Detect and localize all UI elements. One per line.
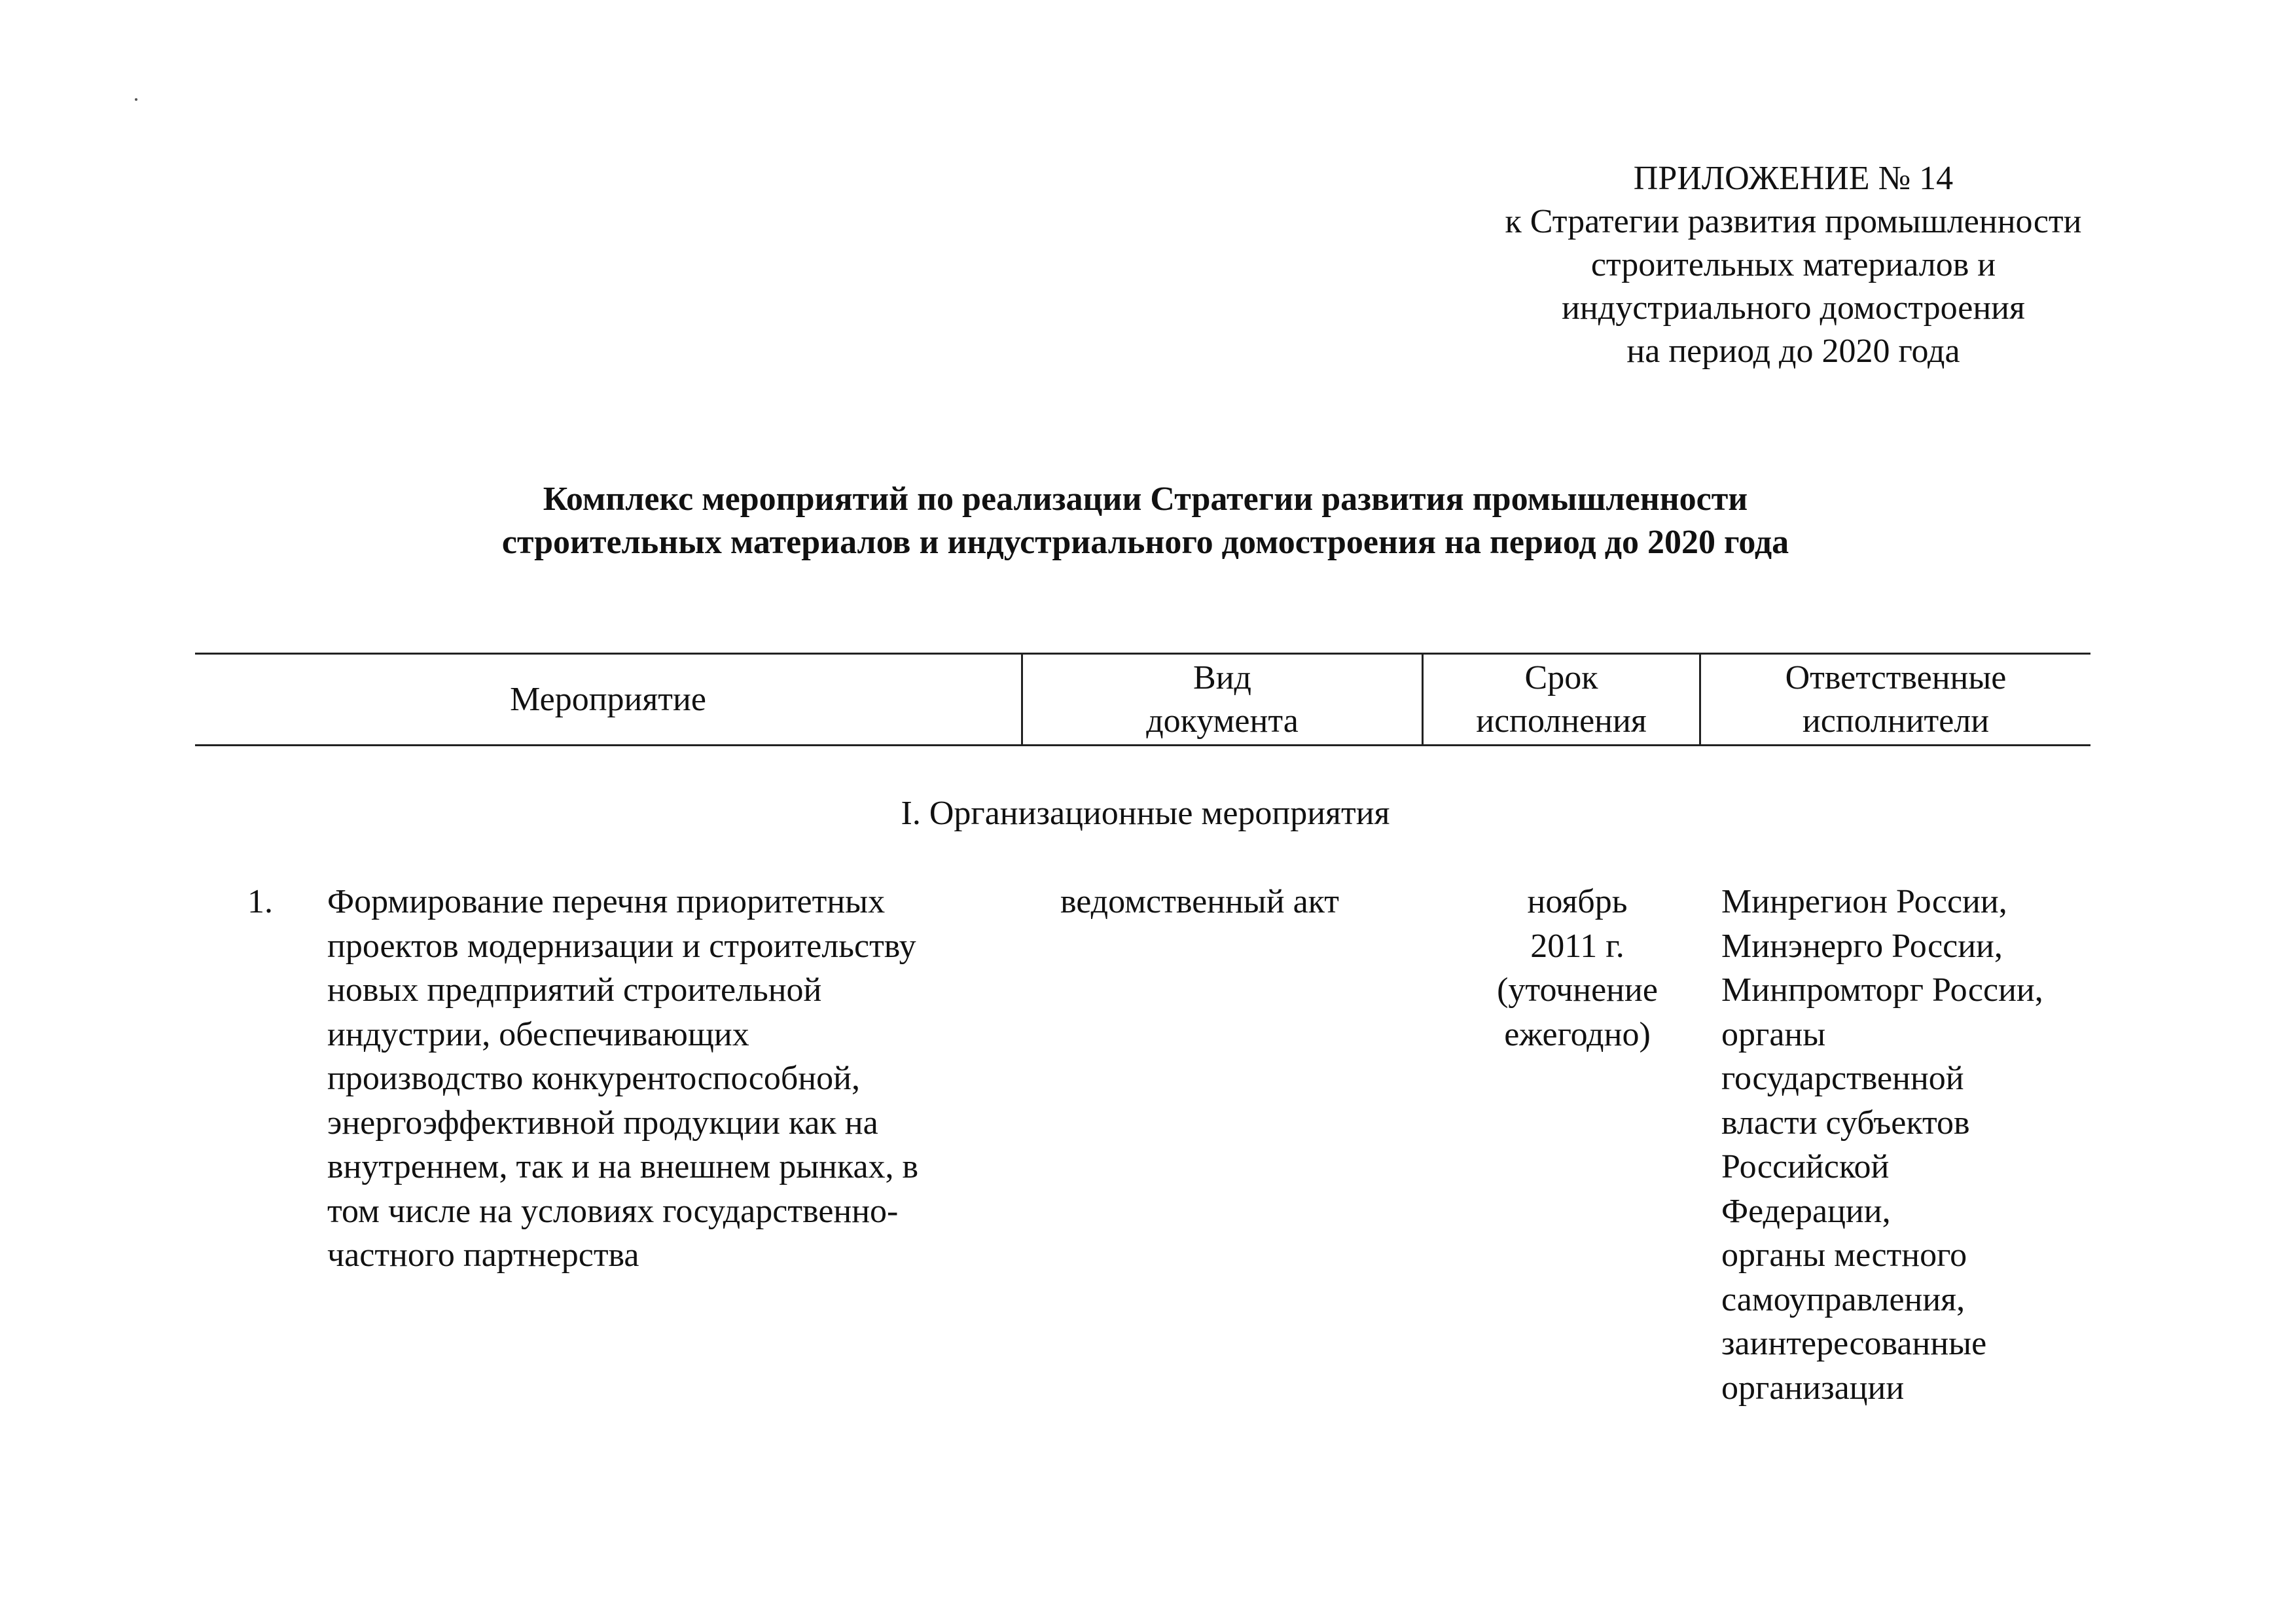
header-responsible-line: Ответственные xyxy=(1785,659,2007,696)
activity-line: новых предприятий строительной xyxy=(327,971,822,1009)
responsible-line: заинтересованные xyxy=(1721,1325,1987,1362)
scan-dot xyxy=(135,98,137,101)
header-doc-type-line: Вид xyxy=(1193,659,1251,696)
header-doc-type xyxy=(1021,655,1422,744)
activity-line: частного партнерства xyxy=(327,1236,639,1274)
activity-line: энергоэффективной продукции как на xyxy=(327,1104,878,1142)
header-responsible-line: исполнители xyxy=(1802,702,1990,740)
section-title: I. Организационные мероприятия xyxy=(901,795,1390,832)
appendix-line: индустриального домостроения xyxy=(1562,289,2025,327)
responsible-line: государственной xyxy=(1721,1060,1964,1097)
row-responsible xyxy=(1721,880,2101,1410)
responsible-line: самоуправления, xyxy=(1721,1280,1965,1318)
row-number: 1. xyxy=(247,883,273,920)
header-activity-label: Мероприятие xyxy=(510,680,706,718)
activity-line: индустрии, обеспечивающих xyxy=(327,1015,749,1053)
title-line: строительных материалов и индустриального домостроения на период до 2020 года xyxy=(501,524,1789,561)
responsible-line: органы xyxy=(1721,1015,1826,1053)
header-responsible xyxy=(1699,655,2090,744)
header-deadline-line: Срок xyxy=(1524,659,1598,696)
row-deadline xyxy=(1440,880,1715,1056)
title-line: Комплекс мероприятий по реализации Стратегии развития промышленности xyxy=(543,480,1748,518)
deadline-line: ежегодно) xyxy=(1504,1015,1651,1053)
responsible-line: Минпромторг России, xyxy=(1721,971,2043,1009)
activity-line: внутреннем, так и на внешнем рынках, в xyxy=(327,1148,919,1185)
responsible-line: организации xyxy=(1721,1369,1905,1407)
responsible-line: Минрегион России, xyxy=(1721,883,2007,920)
appendix-number: ПРИЛОЖЕНИЕ № 14 xyxy=(1633,160,1954,197)
deadline-line: 2011 г. xyxy=(1530,927,1624,965)
appendix-line: строительных материалов и xyxy=(1590,246,1996,283)
deadline-line: (уточнение xyxy=(1497,971,1658,1009)
responsible-line: Минэнерго России, xyxy=(1721,927,2003,965)
table-header xyxy=(195,653,2090,746)
header-deadline xyxy=(1422,655,1699,744)
responsible-line: Российской xyxy=(1721,1148,1890,1185)
activity-line: Формирование перечня приоритетных xyxy=(327,883,886,920)
appendix-line: к Стратегии развития промышленности xyxy=(1505,203,2082,240)
responsible-line: Федерации, xyxy=(1721,1192,1891,1230)
appendix-line: на период до 2020 года xyxy=(1626,333,1960,370)
header-deadline-line: исполнения xyxy=(1476,702,1647,740)
document-title xyxy=(196,478,2094,564)
header-activity xyxy=(195,655,1021,744)
header-doc-type-line: документа xyxy=(1146,702,1299,740)
deadline-line: ноябрь xyxy=(1527,883,1628,920)
activity-line: производство конкурентоспособной, xyxy=(327,1060,860,1097)
row-activity xyxy=(327,880,1021,1278)
responsible-line: органы местного xyxy=(1721,1236,1967,1274)
appendix-header xyxy=(1427,157,2160,373)
activity-line: проектов модернизации и строительству xyxy=(327,927,916,965)
responsible-line: власти субъектов xyxy=(1721,1104,1970,1142)
row-doc-type: ведомственный акт xyxy=(1060,883,1339,920)
activity-line: том числе на условиях государственно- xyxy=(327,1192,899,1230)
